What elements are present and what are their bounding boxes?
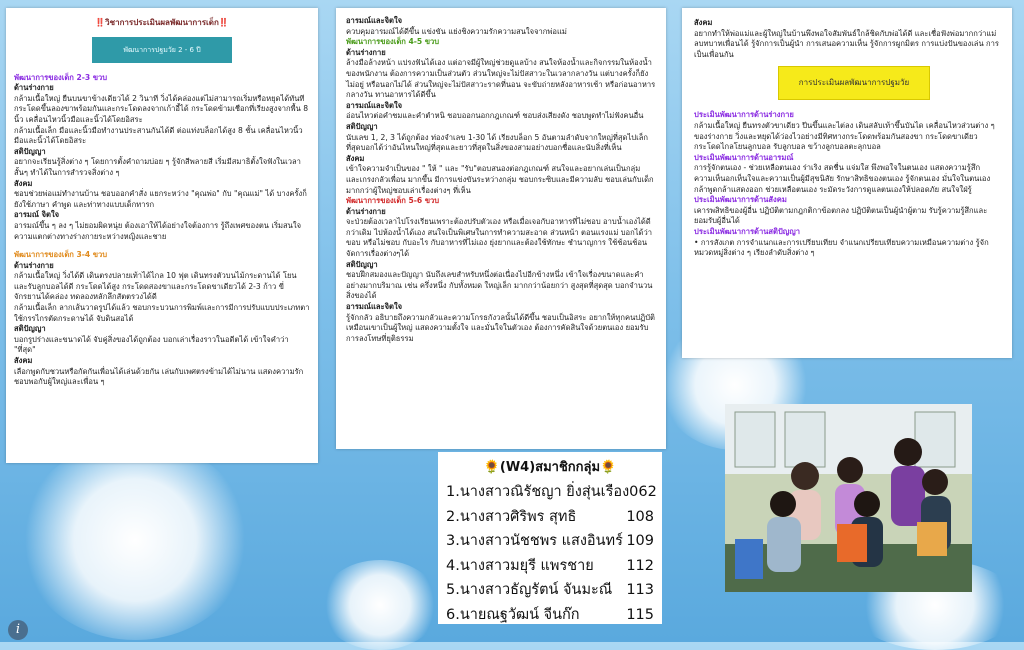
member-name: 1.นางสาวณิรัชญา ยิ่งสุ่นเรือง	[446, 484, 630, 500]
section-heading: ประเมินพัฒนาการด้านร่างกาย	[694, 110, 794, 120]
sub-heading: สังคม	[14, 178, 33, 188]
member-id: 109	[626, 533, 654, 549]
age-range-button[interactable]: พัฒนาการปฐมวัย 2 - 6 ปี	[92, 37, 232, 63]
background-flower	[320, 560, 440, 650]
paragraph: กล้ามเนื้อใหญ่ วิ่งได้ดี เดินตรงปลายเท้าได้ไกล 10 ฟุต เดินทรงตัวบนไม้กระดานได้ โยนและรับลูกบอลได้ดี กระโดดได้สูง กระโดดสองขาและกระโดดขาเดียวได้ 2-3 ก้าว ขี่จักรยานได้คล่อง ทดลองหลักลึกสัตตรวงได้ดี	[14, 271, 297, 302]
evaluation-button[interactable]: การประเมินผลพัฒนาการปฐมวัย	[778, 66, 930, 100]
sub-heading: ด้านร่างกาย	[346, 47, 386, 57]
paragraph: อยากจะเรียนรู้สิ่งต่าง ๆ โดยการตั้งคำถามบ่อย ๆ รู้จักสีพลายสี เริ่มมีสมาธิตั้งใจฟังในเวลาสั้นๆ ทำได้ในการสำรวจสิ่งต่าง ๆ	[14, 157, 301, 177]
member-row	[446, 554, 654, 579]
document-page-left	[6, 8, 318, 463]
paragraph: กล้ามเนื้อเล็ก มือและนิ้วมือทำงานประสานกันได้ดี ต่อแท่งบล็อกได้สูง 8 ชั้น เคลื่อนไหวนิ้วมือและนิ้วได้โดยอิสระ	[14, 125, 303, 146]
member-row	[446, 529, 654, 554]
background-flower	[20, 440, 250, 640]
member-id: 108	[626, 508, 654, 525]
paragraph: อยากทำให้พ่อแม่และผู้ใหญ่ในบ้านพึงพอใจสัมพันธ์ใกล้ชิดกับพ่อได้ดี และเชื่อฟังพ่อมากกว่าแม่ลบทบาทเพื่อนได้ รู้จักการเป็นผู้นำ การเสนอความเห็น รู้จักการผูกมิตร การแบ่งปันของเล่น การเป็นเพื่อนกัน	[694, 28, 999, 59]
paragraph: กล้ามเนื้อเล็ก ลากเส้นวาดรูปได้แล้ว ชอบกระบวนการพิมพ์และการมีการปรับแบบประเภทตา ใช้กรรไกรตัดกระดาษได้ จับดินสอได้	[14, 303, 310, 323]
paragraph: เคารพสิทธิของผู้อื่น ปฏิบัติตามกฎกติกาข้อตกลง ปฏิบัติตนเป็นผู้นำผู้ตาม รับรู้ความรู้สึกและยอมรับผู้อื่นได้	[694, 205, 988, 226]
document-page-middle	[336, 8, 666, 449]
paragraph: ล้างมือล้างหน้า แปรงฟันได้เอง แต่อาจมีผู้ใหญ่ช่วยดูแลบ้าง สนใจห้องน้ำและกิจกรรมในห้องน้ำของพนักงาน ต้องการความเป็นส่วนตัว ส่วนใหญ่จะไม่ปัสสาวะในเวลากลางวัน แต่บางครั้งก็ยังไม่อยู่ หรือนอกไม่ได้ ส่วนใหญ่จะไม่ปัสสาวะราดที่นอน จะขับถ่ายหลังอาหารเช้า หรือก่อนอาหารกลางวัน ทานอาหารได้ดีขึ้น	[346, 58, 656, 100]
sub-heading: สังคม	[346, 153, 365, 163]
section-heading: พัฒนาการของเด็ก 4-5 ขวบ	[346, 37, 440, 47]
section-heading: ประเมินพัฒนาการด้านสังคม	[694, 195, 787, 205]
sub-heading: สติปัญญา	[14, 146, 46, 156]
sub-heading: อารมณ์และจิตใจ	[346, 302, 403, 312]
paragraph: รู้จักกลัว อธิบายถึงความกลัวและความโกรธกังวลนั้นได้ดีขึ้น ชอบเป็นอิสระ อยากให้ทุกคนปฏิบัติเหมือนเขาเป็นผู้ใหญ่ แสดงความตั้งใจ และมั่นใจในตัวเอง ต้องการคัดสินใจด้วยตนเอง ยอมรับการลงโทษที่ยุติธรรม	[346, 312, 655, 343]
paragraph: การรู้จักตนเอง - ช่วยเหลือตนเอง ร่าเริง สดชื่น แจ่มใส พึงพอใจในตนเอง แสดงความรู้สึก ความเห็นอกเห็นใจและความเป็นผู้มีสุขนิสัย รักษาสิทธิของตนเอง รู้จักตนเอง มั่นใจในตนเอง กล้าพูดกล้าแสดงออก ช่วยเหลือตนเอง ระมัดระวังการดูแลตนเองให้ปลอดภัย สนใจใฝ่รู้	[694, 163, 991, 194]
section-heading: พัฒนาการของเด็ก 2-3 ขวบ	[14, 72, 108, 82]
member-id: 112	[626, 557, 654, 574]
member-name: 5.นางสาวธัญรัตน์ จันมะณี	[446, 582, 613, 598]
member-name: 2.นางสาวศิริพร สุทธิ	[446, 508, 577, 525]
sub-heading: อารมณ์และจิตใจ	[346, 100, 403, 110]
paragraph: นับเลข 1, 2, 3 ได้ถูกต้อง ท่องจำเลข 1-30 ได้ เรียงบล็อก 5 อันตามลำดับจากใหญ่ที่สุดไปเล็กที่สุดบอกได้ว่าอันไหนใหญ่ที่สุดและยาวที่สุดในสิ่งของสามอย่างบอกชื่อและนับสิ่งที่เห็น	[346, 132, 648, 153]
paragraph: ควบคุมอารมณ์ได้ดีขึ้น แข่งขัน แย่งชิงความรักความสนใจจากพ่อแม่	[346, 26, 567, 36]
paragraph: กล้ามเนื้อใหญ่ ยืนบนขาข้างเดียวได้ 2 วินาที วิ่งได้คล่องแต่ไม่สามารถเริ่มหรือหยุดได้ทันที กระโดดขึ้นลองขาพร้อมกันและกระโดดลงจากเก้าอี้ได้ กระโดดข้ามเชือกที่เรียงสูงจากพื้น 8 นิ้ว เคลื่อนไหวนิ้วมือและนิ้วได้โดยอิสระ	[14, 93, 309, 124]
paragraph: กล้ามเนื้อใหญ่ ยืนทรงตัวขาเดียว ปีนขึ้นและไต่ลง เดินสลับเท้าขึ้นบันได เคลื่อนไหวส่วนต่าง ๆ ของร่างกาย วิ่งและหยุดได้ว่องไวอย่างมีทิศทางกระโดดพร้อมกันสองขา กระโดดขาเดียว กระโดดไกลโยนลูกบอล รับลูกบอล ขว้างลูกบอลตะลุกบอล	[694, 120, 995, 152]
document-page-right	[682, 8, 1012, 358]
sub-heading: สติปัญญา	[346, 121, 378, 131]
member-row	[446, 603, 654, 628]
members-title: 🌻(W4)สมาชิกกลุ่ม🌻	[483, 460, 617, 475]
member-id: 113	[626, 582, 654, 598]
paragraph: บอกรูปร่างและขนาดได้ จับคู่สิ่งของได้ถูกต้อง บอกเล่าเรื่องราวในอดีตได้ เข้าใจคำว่า "ที่สุด"	[14, 334, 289, 355]
sub-heading: ด้านร่างกาย	[14, 83, 54, 93]
section-heading: พัฒนาการของเด็ก 3-4 ขวบ	[14, 250, 108, 260]
sub-heading: สังคม	[14, 356, 33, 366]
paragraph: อ่อนไหวต่อคำชมและคำตำหนิ ชอบออกนอกกฎเกณฑ์ ชอบส่งเสียงดัง ชอบพูดทำไม่ฟังคนอื่น	[346, 111, 644, 121]
member-row	[446, 480, 657, 505]
member-id: 115	[626, 606, 654, 623]
paragraph: • การสังเกต การจำแนกและการเปรียบเทียบ จำแนกเปรียบเทียบความเหมือนความต่าง รู้จักหมวดหมู่สิ่งต่าง ๆ เรียงลำดับสิ่งต่าง ๆ	[694, 237, 989, 258]
section-heading: ประเมินพัฒนาการด้านสติปัญญา	[694, 226, 801, 236]
paragraph: จะป่วยต้องเวลาไปโรงเรียนเพราะต้องปรับตัวเอง หรือเมื่อเจอกับอาหารที่ไม่ชอบ อาบน้ำเองได้ดีกว่าเดิม ไปห้องน้ำได้เอง สนใจเป็นพิเศษในการทำความสะอาด ส่วนหน้า ตอนแรงแม่ บอกได้ว่า ขอบ หรือไม่ชอบ กับอะไร กับอาหารที่ไม่เอง ยุ่งยากและต้องใช้ทักษะ ชำนาญการ ใช้ช้อนช้อน จัดการเรื่องต่างๆได้	[346, 217, 652, 259]
paragraph: ชอบฝึกสมองและปัญญา นับถึงเลขสำหรับหนึ่งต่อเนื่องไปอีกข้างหนึ่ง เข้าใจเรื่องขนาดและคำอย่างมากบริมาณ เช่น ครึ่งหนึ่ง กับทั้งหมด ใหญ่เล็ก มากกว่าน้อยกว่า สูงสุดที่สุดสุด บอกจำนวนสิ่งของได้	[346, 270, 653, 301]
sub-heading: ด้านร่างกาย	[14, 260, 54, 270]
sub-heading: สติปัญญา	[14, 324, 46, 334]
paragraph: ชอบช่วยพ่อแม่ทำงานบ้าน ชอบออกคำสั่ง แยกระหว่าง "คุณพ่อ" กับ "คุณแม่" ได้ บางครั้งก็ยังใช้ภาษา คำพูด และท่าทางแบบเด็กทารก	[14, 189, 307, 209]
section-heading: ประเมินพัฒนาการด้านอารมณ์	[694, 152, 794, 162]
paragraph: เลือกพูดกับชวนหรือกัดกันเพื่อนได้เล่นด้วยกัน เล่นกับเพศตรงข้ามได้ไม่นาน แสดงความรักชอบพอกับผู้ใหญ่และเพื่อน ๆ	[14, 366, 304, 387]
member-name: 6.นายณฐวัฒน์ จีนก๊ก	[446, 606, 580, 623]
info-icon[interactable]: i	[8, 620, 28, 640]
paragraph: อารมณ์ขึ้น ๆ ลง ๆ ไม่ยอมผิดหนุ่ย ต้องเอาให้ได้อย่างใจต้องการ รู้ถึงเพศของตน เริ่มสนใจความแตกต่างทางร่างกายระหว่างหญิงและชาย	[14, 220, 302, 241]
sub-heading: สติปัญญา	[346, 259, 378, 269]
group-photo	[725, 404, 972, 592]
document-title: ‼️วิชาการประเมินผลพัฒนาการเด็ก‼️	[95, 18, 229, 27]
paragraph: เข้าใจความจำเป็นของ " ให้ " และ "รับ"ตอบสนองต่อกฎเกณฑ์ สนใจและอยากเล่นเป็นกลุ่ม และเกรงกลัวเพื่อน มากขึ้น มีการแข่งขันระหว่างกลุ่ม ชอบกระซิบและมีความลับ ชอบเล่นกับเด็กมากกว่าผู้ใหญ่ชอบเล่าเรื่องต่างๆ ที่เห็น	[346, 164, 654, 195]
member-name: 3.นางสาวนัชชพร แสงอินทร์	[446, 533, 623, 549]
member-row	[446, 578, 654, 603]
member-id: 062	[629, 484, 657, 500]
sub-heading: สังคม	[694, 18, 713, 27]
group-photo-drawing	[725, 404, 972, 592]
group-members-card	[438, 452, 662, 624]
member-row	[446, 505, 654, 530]
sub-heading: ด้านร่างกาย	[346, 206, 386, 216]
sub-heading: อารมณ์ จิตใจ	[14, 210, 60, 220]
section-heading: พัฒนาการของเด็ก 5-6 ขวบ	[346, 196, 440, 206]
sub-heading: อารมณ์และจิตใจ	[346, 16, 403, 25]
member-name: 4.นางสาวมยุรี แพรชาย	[446, 557, 594, 574]
